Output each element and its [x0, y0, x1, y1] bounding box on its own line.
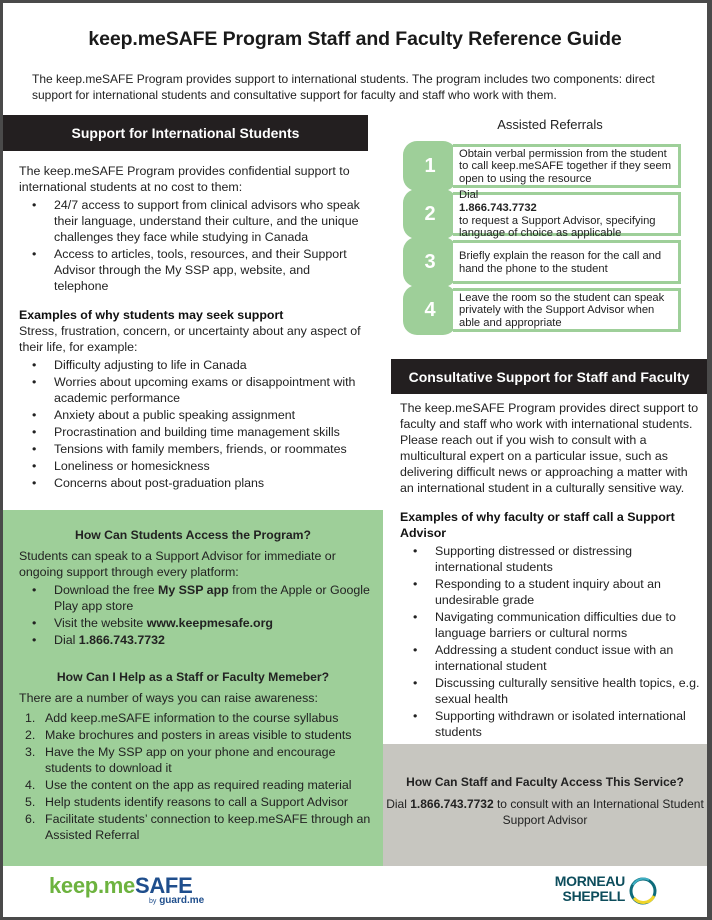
students-support-list — [19, 197, 364, 294]
list-item: • Concerns about post-graduation plans — [32, 476, 265, 490]
bullet-icon: • — [413, 610, 418, 624]
list-item: • Discussing culturally sensitive health topics, e.g. sexual health — [413, 676, 700, 706]
list-item: • Addressing a student conduct issue with an international student — [413, 643, 674, 673]
student-access-list — [19, 582, 379, 648]
bullet-icon: • — [413, 577, 418, 591]
bullet-icon: • — [32, 459, 37, 473]
student-access-heading: How Can Students Access the Program? — [75, 528, 311, 542]
bullet-icon: • — [32, 616, 37, 630]
assisted-referrals-heading: Assisted Referrals — [497, 117, 603, 132]
list-item: 1. Add keep.meSAFE information to the course syllabus — [25, 711, 339, 725]
list-item: • Supporting withdrawn or isolated international students — [413, 709, 686, 739]
list-item: • Access to articles, tools, resources, and their Support Advisor through the My SSP app, website, and telephone — [32, 247, 347, 293]
step-text: Leave the room so the student can speak privately with the Support Advisor when able and appropriate — [453, 288, 681, 332]
bullet-icon: • — [32, 358, 37, 372]
list-item: 3. Have the My SSP app on your phone and encourage students to download it — [25, 745, 336, 775]
student-examples-list — [19, 357, 364, 491]
step-number-badge: 1 — [403, 141, 457, 191]
staff-help-heading: How Can I Help as a Staff or Faculty Memeber? — [56, 670, 330, 684]
consultative-section-title: Consultative Support for Staff and Faculty — [408, 368, 690, 385]
list-item: • Difficulty adjusting to life in Canada — [32, 358, 247, 372]
app-name: My SSP app — [158, 583, 229, 597]
step-number-badge: 3 — [403, 237, 457, 287]
phone-number: 1.866.743.7732 — [410, 797, 494, 811]
referral-step — [403, 240, 681, 284]
website-link[interactable]: www.keepmesafe.org — [146, 616, 273, 630]
bullet-icon: • — [32, 375, 37, 389]
list-item: 6. Facilitate students’ connection to keep.meSAFE through an Assisted Referral — [25, 812, 371, 842]
bullet-icon: • — [32, 425, 37, 439]
student-examples-heading: Examples of why students may seek support — [19, 308, 284, 322]
list-item: • Loneliness or homesickness — [32, 459, 210, 473]
list-item: • Supporting distressed or distressing international students — [413, 544, 632, 574]
staff-examples-block — [400, 509, 700, 741]
bullet-icon: • — [32, 476, 37, 490]
student-access-lead: Students can speak to a Support Advisor for immediate or ongoing support through every platform: — [19, 549, 336, 579]
step-text: Briefly explain the reason for the call and hand the phone to the student — [453, 240, 681, 284]
consultative-body: The keep.meSAFE Program provides direct support to faculty and staff who work with international students. Please reach out if you wish to consult with a multicultural expert on a particular issue, such as delivering difficult news or approaching a matter with an international student in a culturally sensitive way. — [400, 401, 699, 495]
reference-guide-page — [3, 3, 707, 917]
referral-step — [403, 189, 681, 240]
list-item: 2. Make brochures and posters in areas visible to students — [25, 728, 352, 742]
bullet-icon: • — [32, 247, 37, 261]
bullet-icon: • — [413, 643, 418, 657]
consultative-section-header — [391, 359, 707, 394]
students-support-block — [19, 163, 364, 295]
bullet-icon: • — [32, 198, 37, 212]
referral-step — [403, 288, 681, 332]
student-examples-block — [19, 307, 364, 492]
staff-access-panel — [383, 744, 707, 866]
list-item: • Anxiety about a public speaking assignment — [32, 408, 296, 422]
list-item: • Dial 1.866.743.7732 — [32, 633, 165, 647]
step-number-badge: 4 — [403, 285, 457, 335]
morneau-ring-icon — [627, 875, 659, 907]
list-item: • Responding to a student inquiry about an undesirable grade — [413, 577, 661, 607]
students-section-header — [3, 115, 368, 151]
staff-help-block — [19, 690, 379, 844]
list-item: • Download the free My SSP app from the Apple or Google Play app store — [32, 583, 370, 613]
morneau-shepell-logo: MORNEAU SHEPELL — [541, 874, 661, 908]
staff-help-lead: There are a number of ways you can raise awareness: — [19, 691, 318, 705]
staff-access-text: Dial 1.866.743.7732 to consult with an International Student Support Advisor — [386, 797, 704, 827]
referral-step — [403, 144, 681, 188]
bullet-icon: • — [32, 442, 37, 456]
page-title: keep.meSAFE Program Staff and Faculty Reference Guide — [88, 28, 622, 50]
bullet-icon: • — [32, 408, 37, 422]
bullet-icon: • — [413, 676, 418, 690]
list-item: 5. Help students identify reasons to call a Support Advisor — [25, 795, 349, 809]
intro-paragraph: The keep.meSAFE Program provides support to international students. The program includes two components: direct support for international students and consultative support for faculty and staff who work with them. — [32, 72, 655, 102]
students-section-title: Support for International Students — [71, 125, 300, 141]
list-item: • Procrastination and building time management skills — [32, 425, 340, 439]
step-text: Obtain verbal permission from the student to call keep.meSAFE together if they seem open to using the resource — [453, 144, 681, 188]
staff-help-list — [19, 710, 379, 843]
keepmesafe-logo: keep.meSAFE by guard.me — [49, 873, 205, 906]
staff-access-heading: How Can Staff and Faculty Access This Service? — [406, 775, 684, 789]
students-support-lead: The keep.meSAFE Program provides confidential support to international students at no cost to them: — [19, 164, 350, 194]
list-item: 4. Use the content on the app as required reading material — [25, 778, 352, 792]
phone-number: 1.866.743.7732 — [459, 201, 537, 214]
step-number-badge: 2 — [403, 189, 457, 239]
step-text: Dial 1.866.743.7732 to request a Support Advisor, specifying language of choice as applicable — [453, 192, 681, 236]
bullet-icon: • — [413, 709, 418, 723]
list-item: • Tensions with family members, friends, or roommates — [32, 442, 347, 456]
phone-number: 1.866.743.7732 — [78, 633, 165, 647]
list-item: • Visit the website www.keepmesafe.org — [32, 616, 273, 630]
student-access-panel — [3, 510, 383, 866]
staff-examples-list — [400, 543, 700, 740]
student-access-block — [19, 548, 379, 649]
bullet-icon: • — [413, 544, 418, 558]
bullet-icon: • — [32, 583, 37, 597]
list-item: • Worries about upcoming exams or disappointment with academic performance — [32, 375, 356, 405]
list-item: • 24/7 access to support from clinical advisors who speak their language, understand their culture, and the unique challenges they face while studying in Canada — [32, 198, 360, 244]
bullet-icon: • — [32, 633, 37, 647]
student-examples-lead: Stress, frustration, concern, or uncertainty about any aspect of their life, for example: — [19, 324, 361, 354]
list-item: • Navigating communication difficulties due to language barriers or cultural norms — [413, 610, 676, 640]
staff-examples-heading: Examples of why faculty or staff call a Support Advisor — [400, 510, 675, 540]
